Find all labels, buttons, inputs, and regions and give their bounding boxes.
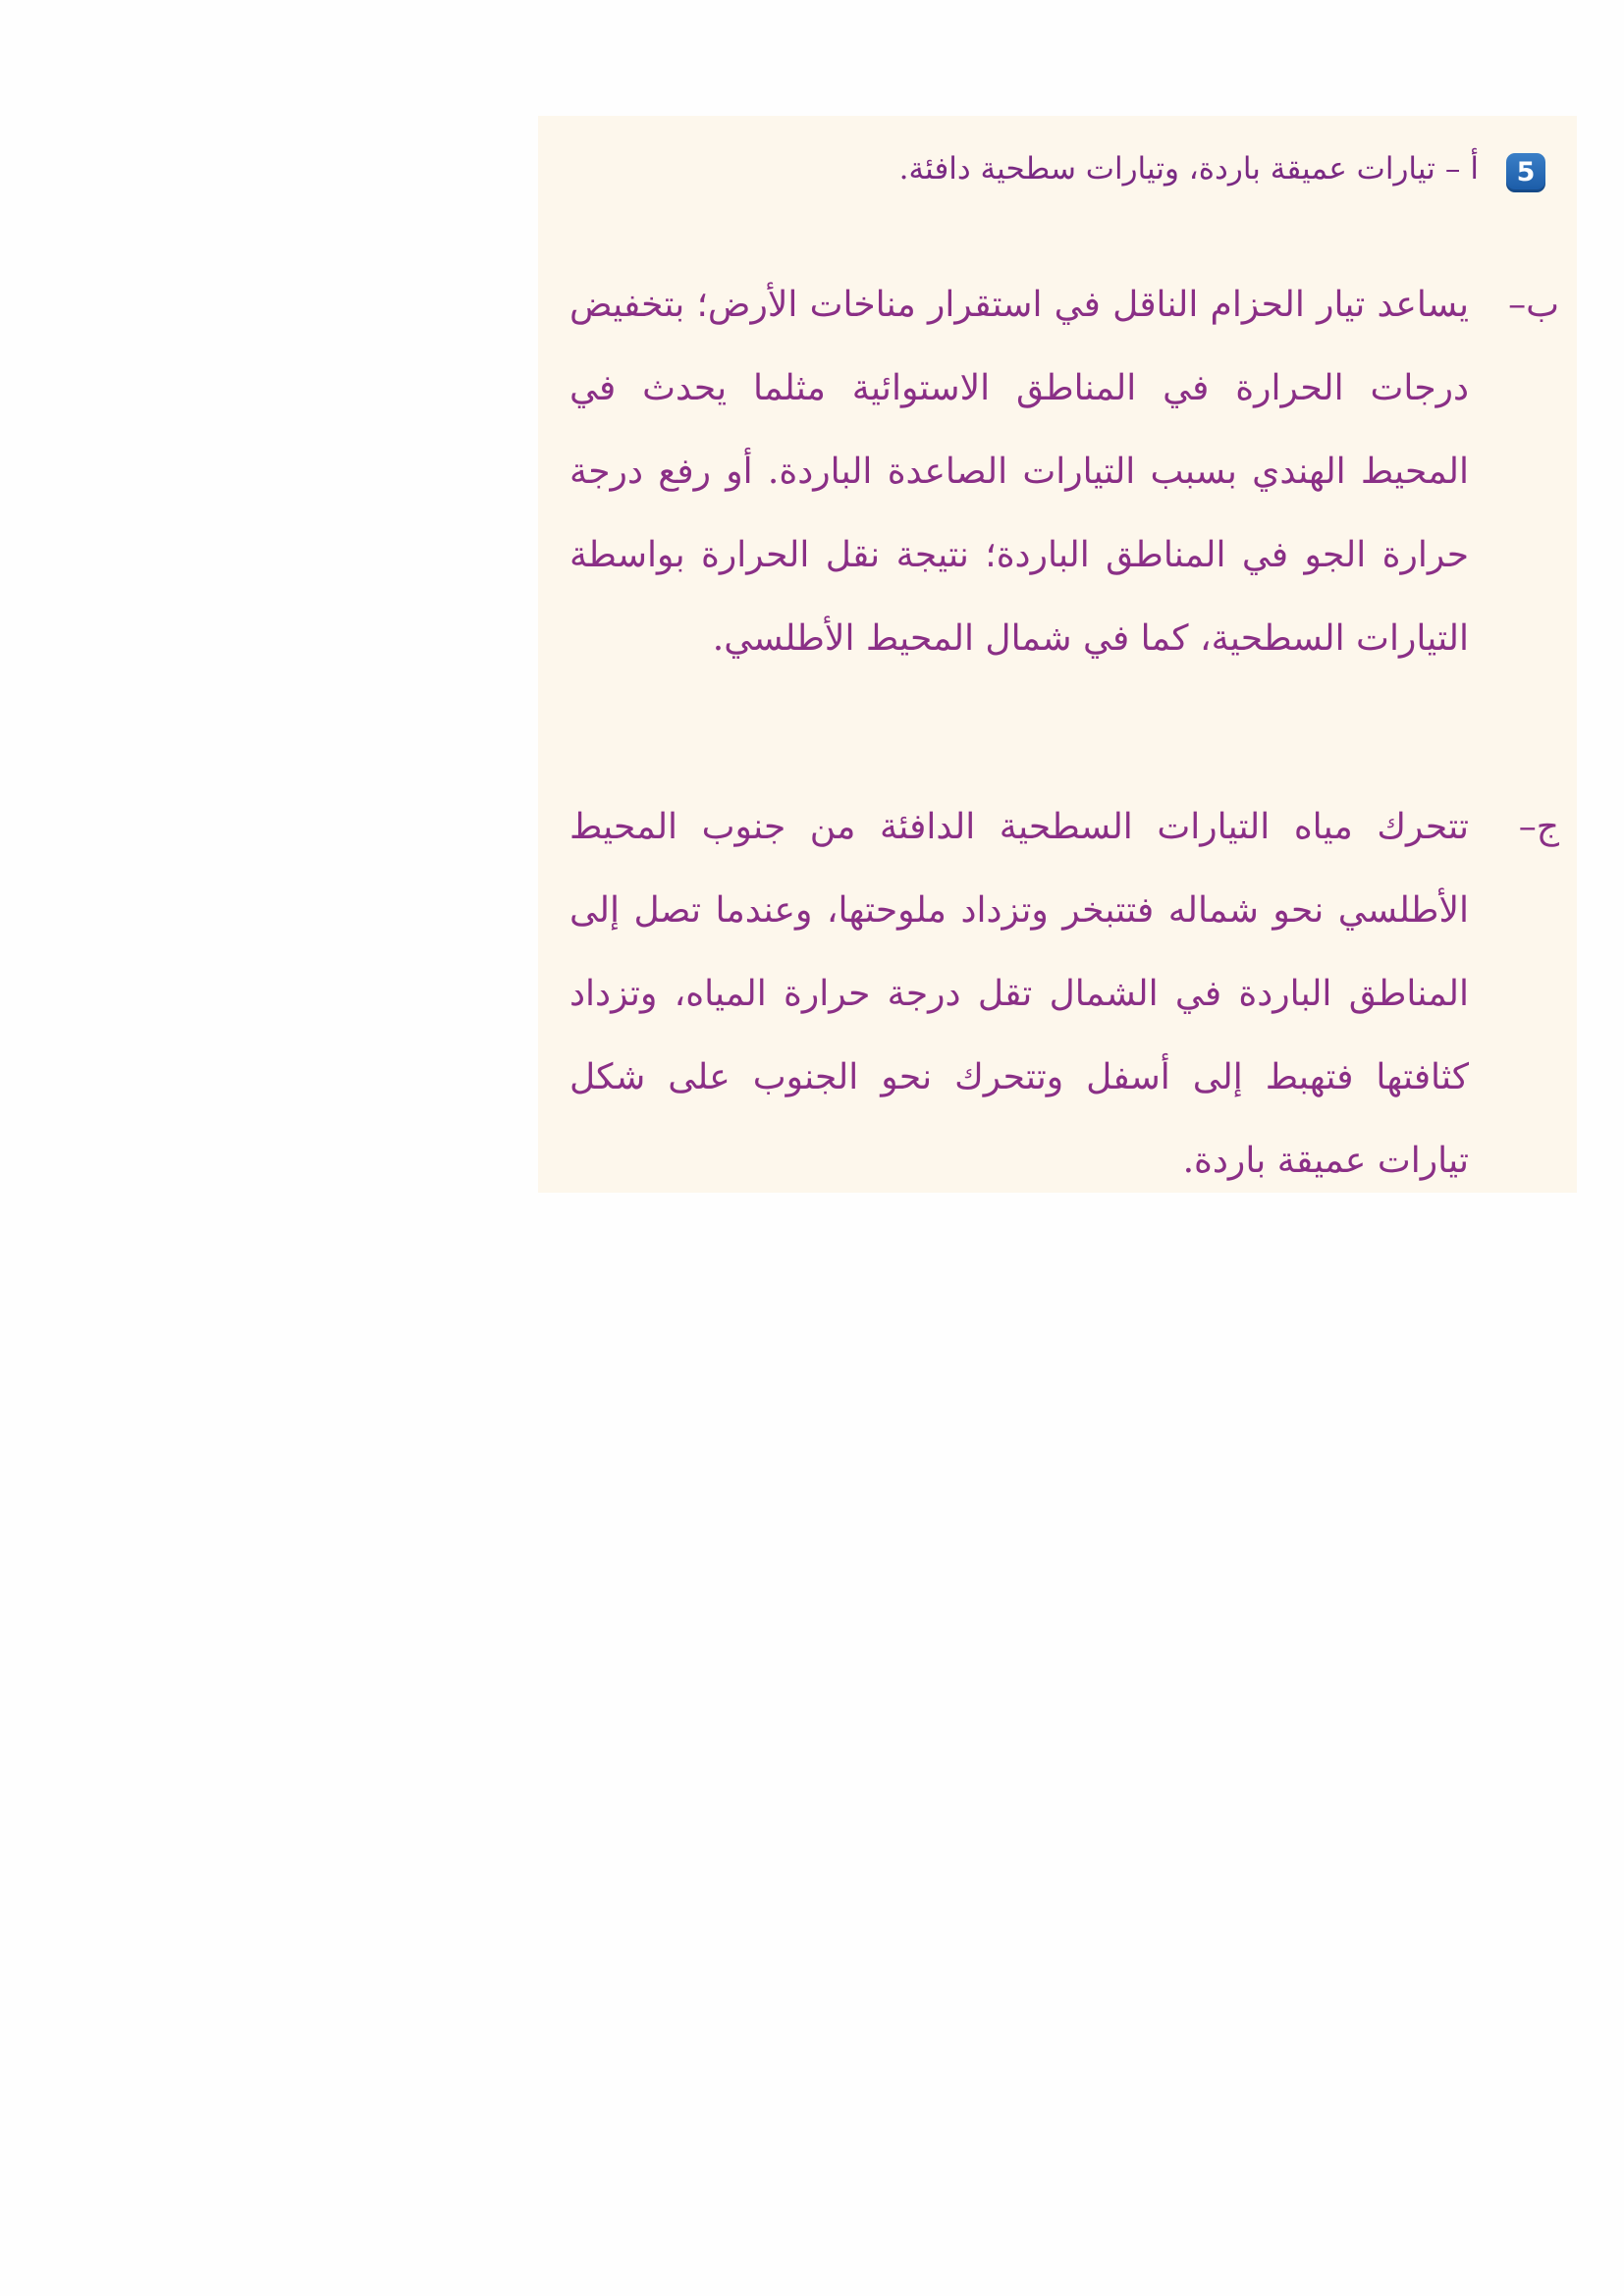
item-c-marker: ج– [1518,807,1559,847]
item-c-text: تتحرك مياه التيارات السطحية الدافئة من جنوب المحيط الأطلسي نحو شماله فتتبخر وتزداد ملوحتها، وعندما تصل إلى المناطق الباردة في الشمال تقل درجة حرارة المياه، وتزداد كثافتها فتهبط إلى أسفل وتتحرك نحو الجنوب على شكل تيارات عميقة باردة. [569,807,1469,1181]
item-b-text: يساعد تيار الحزام الناقل في استقرار مناخات الأرض؛ بتخفيض درجات الحرارة في المناطق الاستوائية مثلما يحدث في المحيط الهندي بسبب التيارات الصاعدة الباردة. أو رفع درجة حرارة الجو في المناطق الباردة؛ نتيجة نقل الحرارة بواسطة التيارات السطحية، كما في شمال المحيط الأطلسي. [569,285,1469,659]
item-b-marker: ب– [1508,285,1559,325]
item-a-text: تيارات عميقة باردة، وتيارات سطحية دافئة. [898,151,1435,187]
answer-item-a [577,145,1479,192]
item-a-marker: أ [1470,151,1479,187]
item-a-dash: – [1444,151,1461,187]
answer-panel [538,116,1577,1193]
question-number-badge: 5 [1506,153,1545,192]
